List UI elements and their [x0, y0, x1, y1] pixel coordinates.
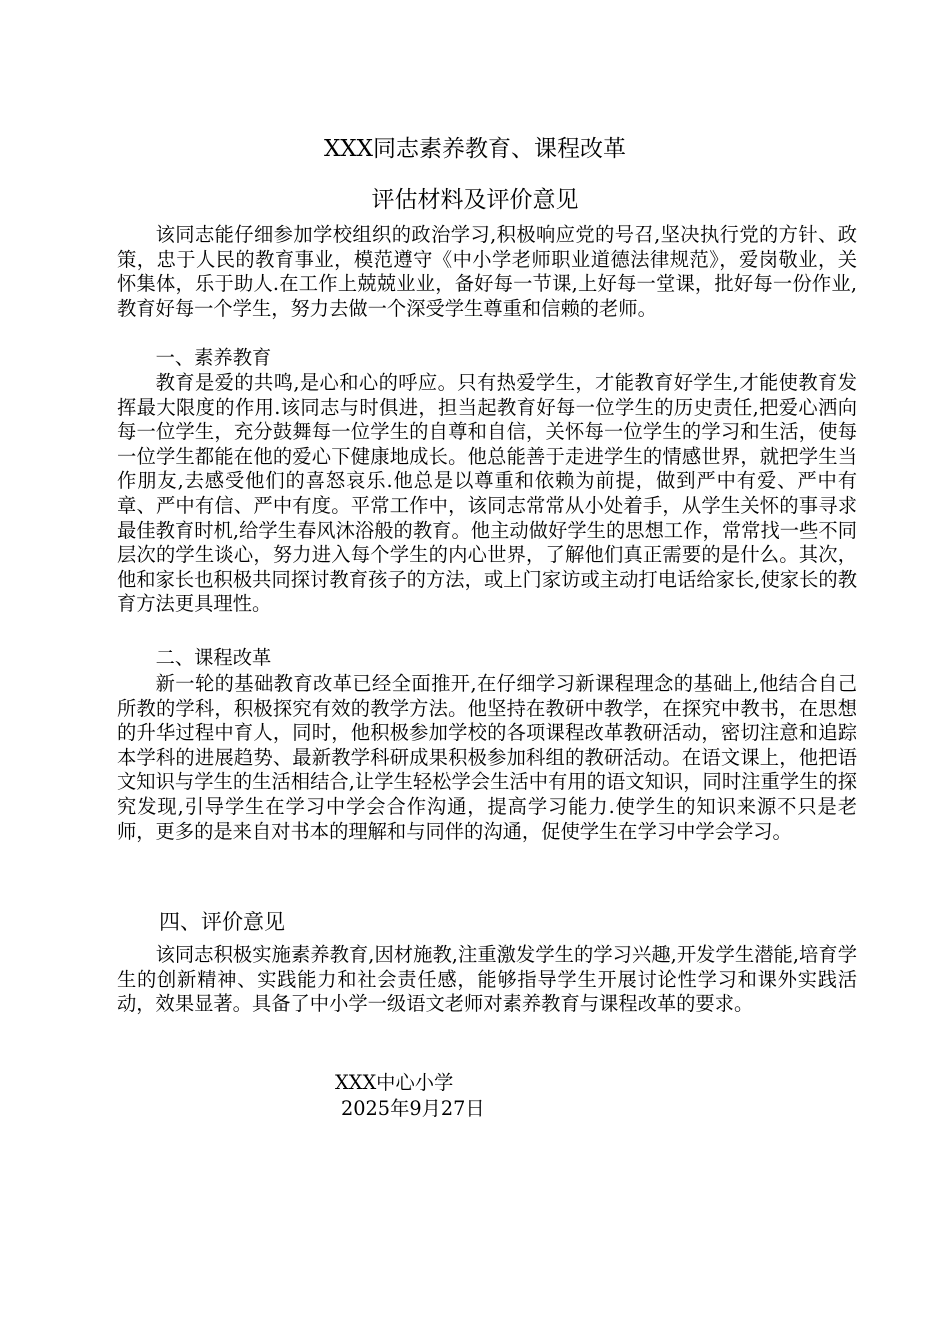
signature-organization: XXX中心小学 [335, 1071, 454, 1094]
document-title-line-1: XXX同志素养教育、课程改革 [323, 136, 627, 162]
document-title-line-2: 评估材料及评价意见 [371, 187, 579, 213]
section-heading-evaluation: 四、评价意见 [159, 910, 285, 934]
section-paragraph-curriculum-reform: 新一轮的基础教育改革已经全面推开,在仔细学习新课程理念的基础上,他结合自己所教的学科，积极探究有效的教学方法。他坚持在教研中教学，在探究中教书，在思想的升华过程中育人，同时，他积极参加学校的各项课程改革教研活动，密切注意和追踪本学科的进展趋势、最新教学科研成果积极参加科组的教研活动。在语文课上，他把语文知识与学生的生活相结合,让学生轻松学会生活中有用的语文知识，同时注重学生的探究发现,引导学生在学习中学会合作沟通，提高学习能力.使学生的知识来源不只是老师，更多的是来自对书本的理解和与同伴的沟通，促使学生在学习中学会学习。 [117, 672, 857, 843]
intro-paragraph: 该同志能仔细参加学校组织的政治学习,积极响应党的号召,坚决执行党的方针、政策，忠于人民的教育事业，模范遵守《中小学老师职业道德法律规范》，爱岗敬业，关怀集体，乐于助人.在工作上兢兢业业，备好每一节课,上好每一堂课，批好每一份作业,教育好每一个学生，努力去做一个深受学生尊重和信赖的老师。 [117, 223, 857, 320]
section-paragraph-quality-education: 教育是爱的共鸣,是心和心的呼应。只有热爱学生，才能教育好学生,才能使教育发挥最大限度的作用.该同志与时俱进，担当起教育好每一位学生的历史责任,把爱心洒向每一位学生，充分鼓舞每一位学生的自尊和自信，关怀每一位学生的学习和生活，使每一位学生都能在他的爱心下健康地成长。他总能善于走进学生的情感世界，就把学生当作朋友,去感受他们的喜怒哀乐.他总是以尊重和依赖为前提，做到严中有爱、严中有章、严中有信、严中有度。平常工作中，该同志常常从小处着手，从学生关怀的事寻求最佳教育时机,给学生春风沐浴般的教育。他主动做好学生的思想工作，常常找一些不同层次的学生谈心，努力进入每个学生的内心世界，了解他们真正需要的是什么。其次，他和家长也积极共同探讨教育孩子的方法，或上门家访或主动打电话给家长,使家长的教育方法更具理性。 [117, 371, 857, 616]
section-paragraph-evaluation: 该同志积极实施素养教育,因材施教,注重激发学生的学习兴趣,开发学生潜能,培育学生的创新精神、实践能力和社会责任感，能够指导学生开展讨论性学习和课外实践活动，效果显著。具备了中小学一级语文老师对素养教育与课程改革的要求。 [117, 943, 857, 1016]
signature-date: 2025年9月27日 [341, 1097, 485, 1120]
section-heading-curriculum-reform: 二、课程改革 [155, 646, 272, 669]
section-heading-quality-education: 一、素养教育 [155, 346, 272, 369]
